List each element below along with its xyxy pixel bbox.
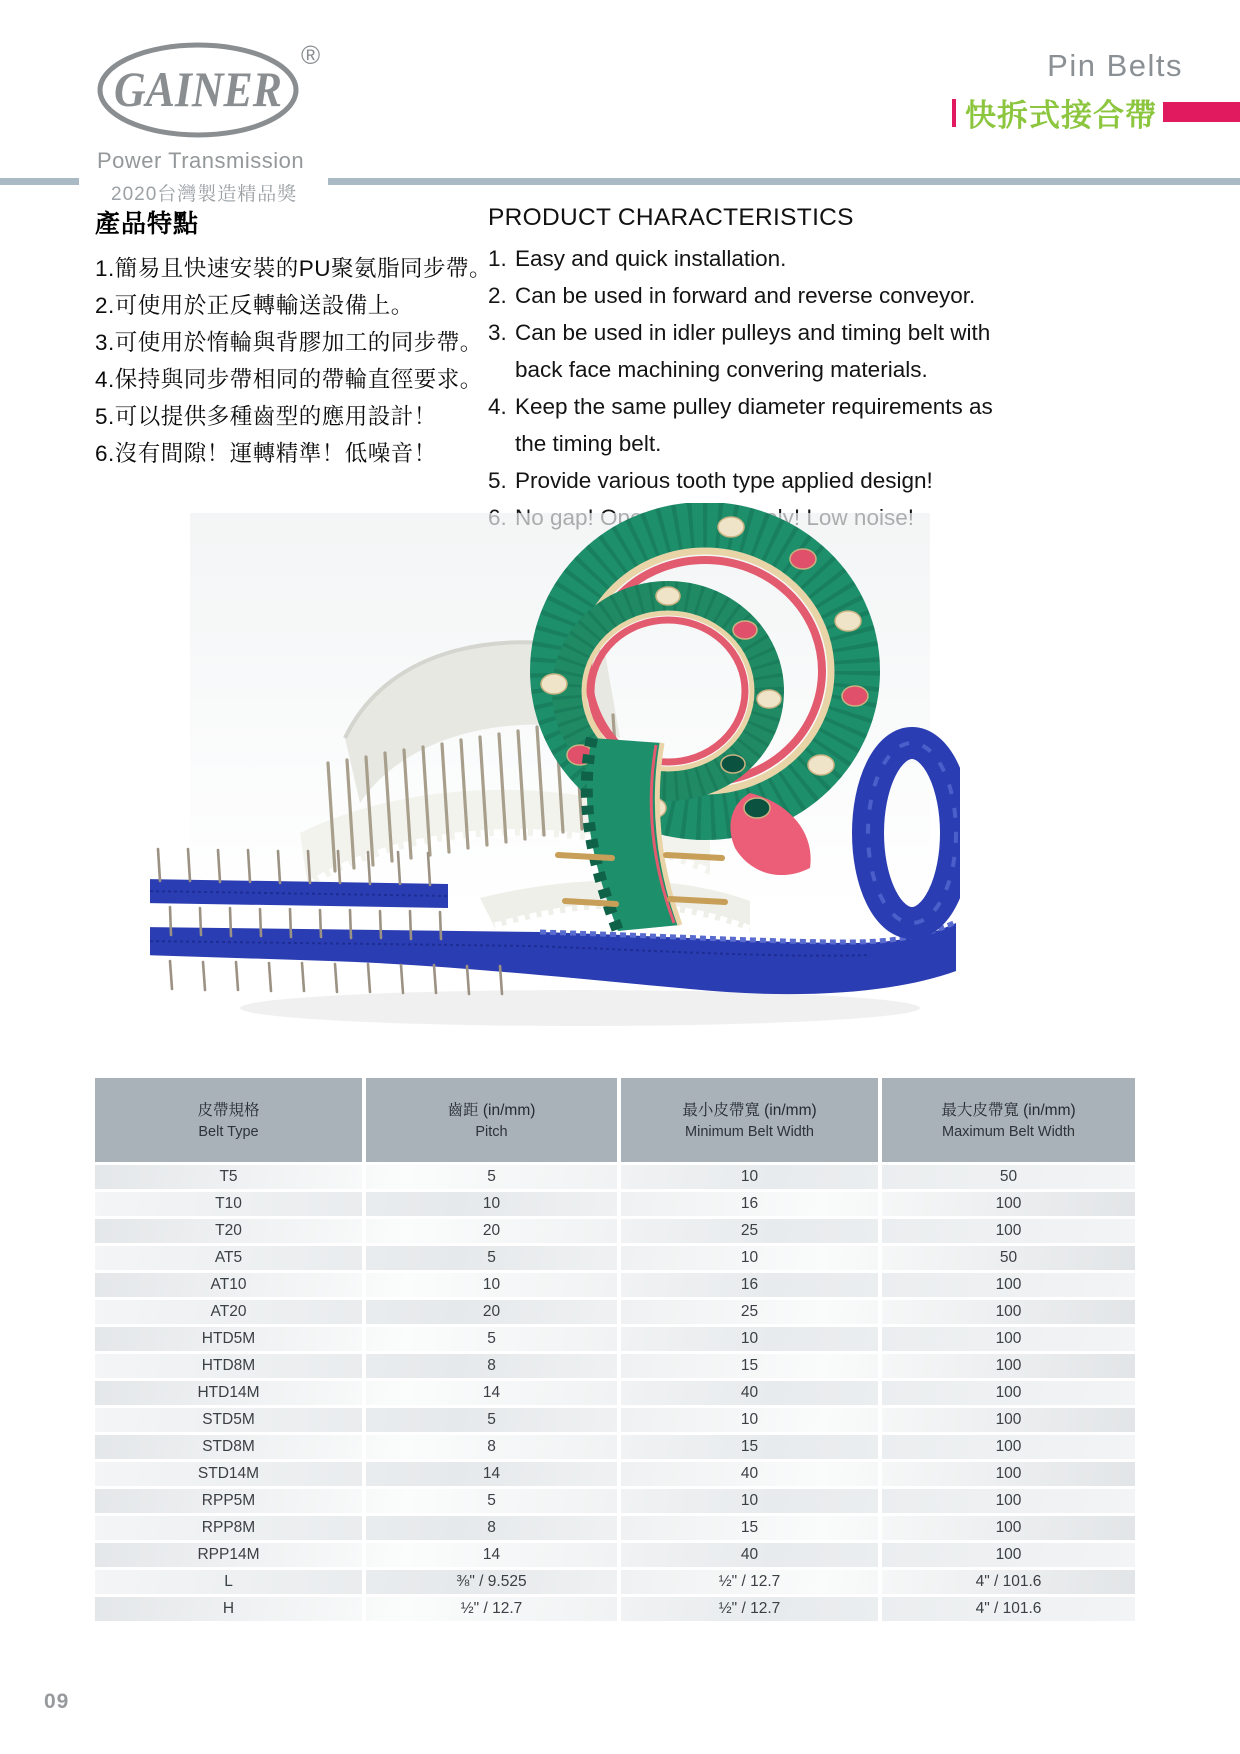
spec-table-cell: AT20 xyxy=(210,1303,247,1320)
feature-zh-item: 3.可使用於惰輪與背膠加工的同步帶。 xyxy=(95,330,483,355)
feature-zh-item: 6.沒有間隙！運轉精準！低噪音！ xyxy=(95,441,437,466)
spec-table-cell: 20 xyxy=(362,1300,617,1324)
spec-table-cell: 25 xyxy=(617,1219,878,1243)
spec-table-cell: STD8M xyxy=(202,1438,255,1455)
features-en-section xyxy=(488,204,1016,536)
spec-table-cell: RPP8M xyxy=(201,1519,256,1536)
spec-table-header-cell xyxy=(617,1078,878,1162)
spec-table-cell: STD14M xyxy=(197,1465,260,1482)
spec-table xyxy=(95,1078,1135,1621)
spec-table-cell: 8 xyxy=(362,1435,617,1459)
spec-table-cell: 14 xyxy=(362,1381,617,1405)
spec-table-cell: 4" / 101.6 xyxy=(878,1597,1135,1621)
feature-en-item-number: 2. xyxy=(488,283,507,308)
header-label-en: Pitch xyxy=(475,1124,508,1140)
spec-table-cell: 10 xyxy=(617,1246,878,1270)
feature-en-item-text: Provide various tooth type applied design! xyxy=(515,468,933,493)
spec-table-row xyxy=(95,1486,1135,1513)
spec-table-cell: 50 xyxy=(878,1246,1135,1270)
page-title-zh-row xyxy=(952,90,1157,135)
spec-table-cell: 100 xyxy=(878,1462,1135,1486)
spec-table-cell: 4" / 101.6 xyxy=(878,1570,1135,1594)
spec-table-row xyxy=(95,1270,1135,1297)
spec-table-row xyxy=(95,1189,1135,1216)
spec-table-cell: 100 xyxy=(878,1516,1135,1540)
header-label-zh: 最小皮帶寬 (in/mm) xyxy=(682,1102,817,1119)
header-label-en: Maximum Belt Width xyxy=(942,1124,1075,1140)
spec-table-cell: ½" / 12.7 xyxy=(617,1597,878,1621)
brand-tagline: Power Transmission xyxy=(97,148,305,173)
spec-table-cell: 40 xyxy=(617,1381,878,1405)
brand-block xyxy=(95,40,335,206)
spec-table-header-cell xyxy=(362,1078,617,1162)
spec-table-cell: 15 xyxy=(617,1354,878,1378)
spec-table-row xyxy=(95,1324,1135,1351)
spec-table-row xyxy=(95,1243,1135,1270)
feature-en-item-number: 4. xyxy=(488,394,507,419)
spec-table-cell: H xyxy=(222,1600,235,1617)
spec-table-cell: 5 xyxy=(362,1165,617,1189)
spec-table-cell: 40 xyxy=(617,1462,878,1486)
feature-zh-item: 2.可使用於正反轉輸送設備上。 xyxy=(95,293,414,318)
spec-table-cell: 5 xyxy=(362,1327,617,1351)
spec-table-cell: L xyxy=(224,1573,233,1590)
feature-en-item-number: 5. xyxy=(488,468,507,493)
spec-table-row xyxy=(95,1567,1135,1594)
spec-table-cell: 10 xyxy=(362,1192,617,1216)
features-en-title: PRODUCT CHARACTERISTICS xyxy=(488,204,854,231)
header-label-zh: 皮帶規格 xyxy=(197,1102,260,1119)
page-title-zh: 快拆式接合帶 xyxy=(965,98,1157,133)
spec-table-cell: RPP5M xyxy=(201,1492,256,1509)
spec-table-cell: 8 xyxy=(362,1516,617,1540)
spec-table-cell: 16 xyxy=(617,1192,878,1216)
spec-table-cell: 100 xyxy=(878,1435,1135,1459)
spec-table-cell: 20 xyxy=(362,1219,617,1243)
feature-en-item xyxy=(488,277,1016,314)
spec-table-cell: T5 xyxy=(219,1168,238,1185)
feature-zh-item: 4.保持與同步帶相同的帶輪直徑要求。 xyxy=(95,367,483,392)
spec-table-cell: 100 xyxy=(878,1273,1135,1297)
spec-table-row xyxy=(95,1216,1135,1243)
spec-table-cell: HTD8M xyxy=(201,1357,256,1374)
feature-en-item-number: 1. xyxy=(488,246,507,271)
feature-zh-item: 1.簡易且快速安裝的PU聚氨脂同步帶。 xyxy=(95,256,493,281)
spec-table-cell: 100 xyxy=(878,1408,1135,1432)
features-zh-title: 產品特點 xyxy=(95,210,200,238)
feature-zh-item: 5.可以提供多種齒型的應用設計！ xyxy=(95,404,437,429)
spec-table-row xyxy=(95,1459,1135,1486)
spec-table-cell: 100 xyxy=(878,1300,1135,1324)
feature-en-item xyxy=(488,462,1016,499)
spec-table-cell: 100 xyxy=(878,1327,1135,1351)
spec-table-cell: 10 xyxy=(617,1408,878,1432)
header-rule-left xyxy=(0,178,79,185)
spec-table-cell: 14 xyxy=(362,1462,617,1486)
spec-table-cell: T20 xyxy=(215,1222,242,1239)
spec-table-cell: 100 xyxy=(878,1192,1135,1216)
spec-table-header-cell xyxy=(878,1078,1135,1162)
features-en-list xyxy=(488,240,1016,536)
spec-table-row xyxy=(95,1432,1135,1459)
page-title-en: Pin Belts xyxy=(1047,48,1183,83)
features-zh-section xyxy=(95,204,493,472)
spec-table-cell: 14 xyxy=(362,1543,617,1567)
spec-table-cell: 8 xyxy=(362,1354,617,1378)
spec-table-cell: 10 xyxy=(617,1165,878,1189)
feature-en-item-text: Keep the same pulley diameter requirements as the timing belt. xyxy=(515,394,993,456)
spec-table-cell: 15 xyxy=(617,1516,878,1540)
spec-table-body xyxy=(95,1162,1135,1621)
spec-table-cell: 50 xyxy=(878,1165,1135,1189)
spec-table-cell: T10 xyxy=(215,1195,242,1212)
spec-table-cell: 40 xyxy=(617,1543,878,1567)
spec-table-cell: 100 xyxy=(878,1219,1135,1243)
feature-en-item-text: Can be used in forward and reverse conveyor. xyxy=(515,283,976,308)
spec-table-cell: ⅜" / 9.525 xyxy=(362,1570,617,1594)
spec-table-cell: 25 xyxy=(617,1300,878,1324)
spec-table-header-row xyxy=(95,1078,1135,1162)
spec-table-cell: AT10 xyxy=(210,1276,247,1293)
feature-en-item xyxy=(488,314,1016,388)
spec-table-cell: HTD14M xyxy=(197,1384,260,1401)
header-label-en: Minimum Belt Width xyxy=(685,1124,814,1140)
product-photo-illustration xyxy=(150,503,960,1038)
page-number: 09 xyxy=(44,1690,70,1713)
logo-wordmark: GAINER xyxy=(114,61,282,117)
feature-en-item-text: Can be used in idler pulleys and timing belt with back face machining convering materials. xyxy=(515,320,991,382)
spec-table-cell: AT5 xyxy=(214,1249,243,1266)
spec-table-cell: 16 xyxy=(617,1273,878,1297)
spec-table-row xyxy=(95,1540,1135,1567)
spec-table-row xyxy=(95,1513,1135,1540)
spec-table-row xyxy=(95,1297,1135,1324)
header-rule-right xyxy=(328,178,1240,185)
spec-table-row xyxy=(95,1351,1135,1378)
spec-table-row xyxy=(95,1378,1135,1405)
spec-table-cell: 100 xyxy=(878,1543,1135,1567)
spec-table-cell: RPP14M xyxy=(197,1546,260,1563)
gainer-logo xyxy=(95,40,327,140)
spec-table-cell: 15 xyxy=(617,1435,878,1459)
spec-table-cell: STD5M xyxy=(202,1411,255,1428)
spec-table-cell: 10 xyxy=(617,1489,878,1513)
registered-mark: ® xyxy=(301,40,321,70)
spec-table-row xyxy=(95,1594,1135,1621)
spec-table-cell: 100 xyxy=(878,1381,1135,1405)
feature-en-item xyxy=(488,240,1016,277)
title-accent-tick xyxy=(952,99,956,127)
spec-table-cell: 10 xyxy=(362,1273,617,1297)
spec-table-cell: 100 xyxy=(878,1489,1135,1513)
header-label-en: Belt Type xyxy=(198,1124,259,1140)
header-label-zh: 最大皮帶寬 (in/mm) xyxy=(941,1102,1076,1119)
spec-table-cell: 5 xyxy=(362,1489,617,1513)
spec-table-cell: ½" / 12.7 xyxy=(617,1570,878,1594)
feature-en-item-number: 3. xyxy=(488,320,507,345)
spec-table-header-cell xyxy=(95,1078,362,1162)
spec-table-cell: 5 xyxy=(362,1246,617,1270)
spec-table-cell: 100 xyxy=(878,1354,1135,1378)
spec-table-cell: 10 xyxy=(617,1327,878,1351)
spec-table-cell: ½" / 12.7 xyxy=(362,1597,617,1621)
spec-table-row xyxy=(95,1162,1135,1189)
spec-table-cell: 5 xyxy=(362,1408,617,1432)
title-accent-block xyxy=(1163,102,1240,122)
feature-en-item xyxy=(488,388,1016,462)
header-label-zh: 齒距 (in/mm) xyxy=(447,1102,536,1119)
features-zh-list xyxy=(95,250,493,472)
spec-table-row xyxy=(95,1405,1135,1432)
brand-award: 2020台灣製造精品獎 xyxy=(111,184,298,205)
feature-en-item-text: Easy and quick installation. xyxy=(515,246,787,271)
spec-table-cell: HTD5M xyxy=(201,1330,256,1347)
